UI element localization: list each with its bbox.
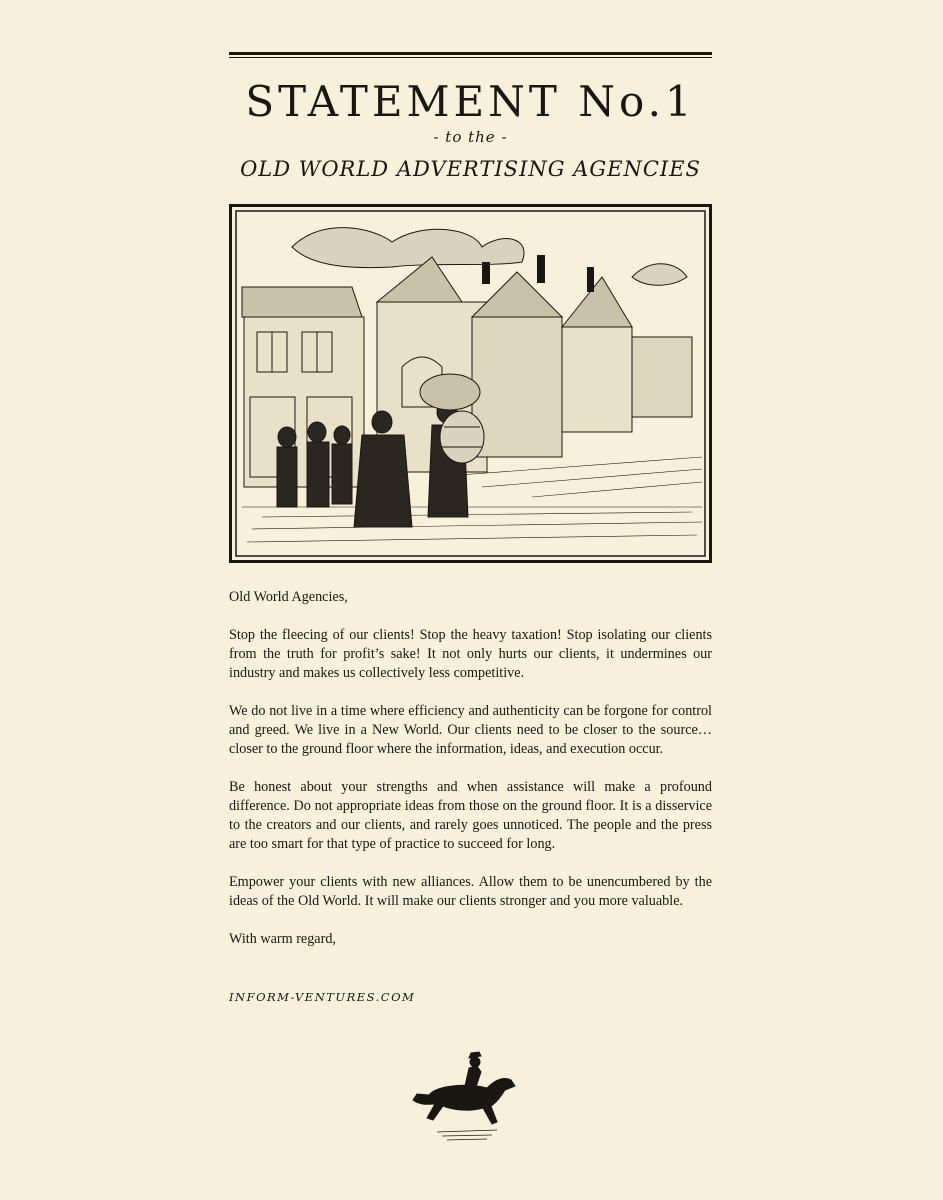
signoff: With warm regard, — [229, 931, 336, 947]
paragraph-1: Stop the fleecing of our clients! Stop the heavy taxation! Stop isolating our clients from the truth for profit’s sake! It not only hurts our clients, it undermines our industry and makes us collectively less competitive. — [229, 627, 712, 681]
paragraph-2: We do not live in a time where efficiency and authenticity can be forgone for control and greed. We live in a New World. Our clients need to be closer to the source… closer to the ground floor where the information, ideas, and execution occur. — [229, 703, 712, 757]
page-title: STATEMENT No.1 — [245, 77, 696, 126]
horse-rider-icon — [407, 1050, 519, 1145]
paragraph-4: Empower your clients with new alliances. Allow them to be unencumbered by the ideas of the Old World. It will make our clients stronger and you more valuable. — [229, 874, 712, 909]
letter-body — [229, 588, 712, 968]
salutation: Old World Agencies, — [229, 589, 348, 605]
paragraph-3: Be honest about your strengths and when assistance will make a profound difference. Do not appropriate ideas from those on the ground floor. It is a disservice to the creators and our clients, and rarely goes unnoticed. The people and the press are too smart for that type of practice to succeed for long. — [229, 779, 712, 852]
top-rule-thin — [229, 57, 712, 58]
top-rule — [229, 52, 712, 55]
subtitle-to: - to the - — [433, 128, 508, 146]
subtitle-main: OLD WORLD ADVERTISING AGENCIES — [240, 157, 701, 181]
woodcut-street-scene-image — [229, 204, 712, 563]
website-link[interactable]: INFORM-VENTURES.COM — [229, 990, 416, 1004]
